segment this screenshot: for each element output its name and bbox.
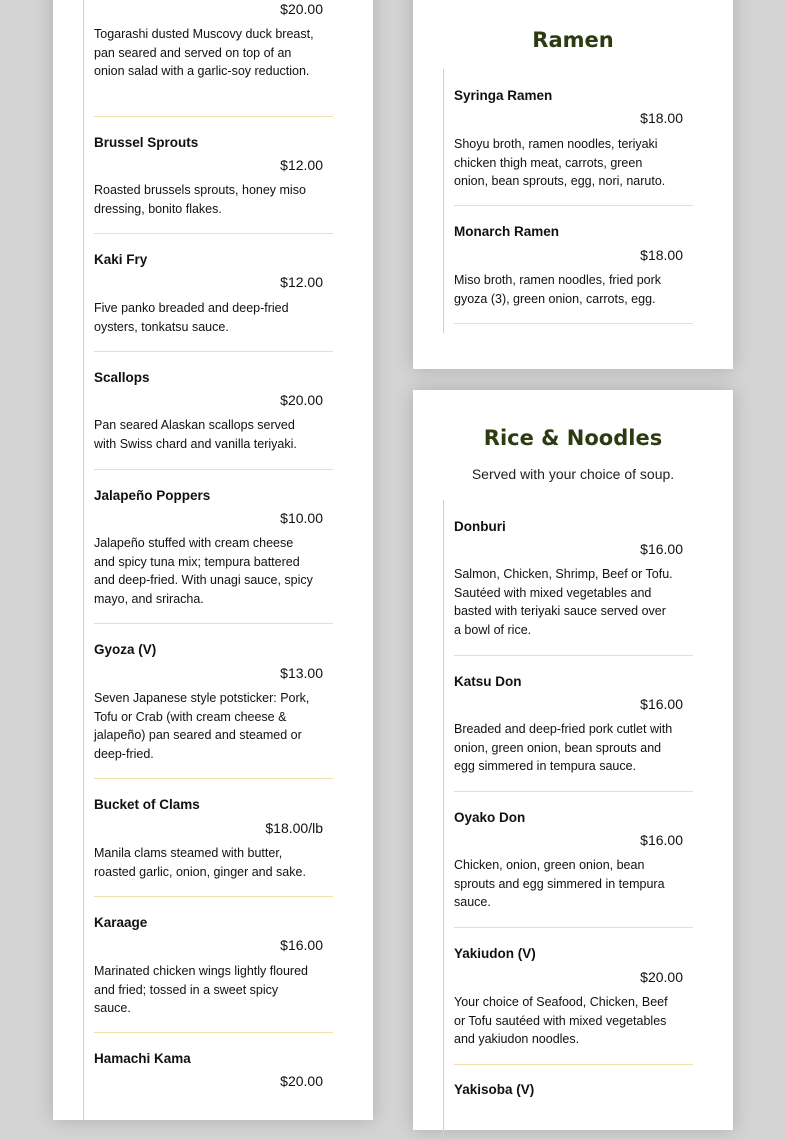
item-divider: [94, 116, 333, 117]
item-description: Marinated chicken wings lightly floured and fried; tossed in a sweet spicy sauce.: [94, 964, 308, 1016]
item-divider: [94, 623, 333, 624]
item-name: Kaki Fry: [94, 252, 148, 267]
item-price: $12.00: [280, 157, 323, 173]
item-description: Salmon, Chicken, Shrimp, Beef or Tofu. Sautéed with mixed vegetables and basted with teriyaki sauce served over a bowl of rice.: [454, 567, 673, 637]
item-price: $16.00: [640, 696, 683, 712]
accent-line: [443, 69, 444, 333]
item-divider: [454, 1064, 693, 1065]
item-divider: [454, 323, 693, 324]
menu-card-rice-noodles: [413, 390, 733, 1130]
section-subtitle: Served with your choice of soup.: [471, 466, 675, 482]
item-name: Karaage: [94, 915, 148, 930]
item-price: $20.00: [280, 1073, 323, 1089]
item-name: Brussel Sprouts: [94, 135, 199, 150]
item-name: Oyako Don: [454, 810, 526, 825]
item-price: $18.00: [640, 247, 683, 263]
item-description: Togarashi dusted Muscovy duck breast, pan seared and served on top of an onion salad with a garlic-soy reduction.: [94, 27, 314, 79]
item-price: $10.00: [280, 510, 323, 526]
item-description: Manila clams steamed with butter, roasted garlic, onion, ginger and sake.: [94, 846, 306, 879]
item-name: Donburi: [454, 519, 506, 534]
item-price: $12.00: [280, 274, 323, 290]
item-name: Bucket of Clams: [94, 797, 200, 812]
section-title: Ramen: [532, 28, 614, 52]
item-name: Syringa Ramen: [454, 88, 553, 103]
item-price: $16.00: [640, 541, 683, 557]
item-description: Your choice of Seafood, Chicken, Beef or Tofu sautéed with mixed vegetables and yakiudon noodles.: [454, 995, 668, 1047]
item-name: Scallops: [94, 370, 150, 385]
item-divider: [94, 896, 333, 897]
item-divider: [94, 351, 333, 352]
item-divider: [454, 791, 693, 792]
item-description: Shoyu broth, ramen noodles, teriyaki chicken thigh meat, carrots, green onion, bean sprouts, egg, nori, naruto.: [454, 137, 666, 189]
item-description: Five panko breaded and deep-fried oysters, tonkatsu sauce.: [94, 301, 289, 334]
item-price: $20.00: [640, 969, 683, 985]
menu-card-appetizers: [53, 0, 373, 1120]
item-description: Jalapeño stuffed with cream cheese and spicy tuna mix; tempura battered and deep-fried. With unagi sauce, spicy mayo, and sriracha.: [94, 536, 313, 606]
item-name: Monarch Ramen: [454, 224, 560, 239]
item-name: Hamachi Kama: [94, 1051, 191, 1066]
item-name: Gyoza (V): [94, 642, 157, 657]
item-divider: [94, 469, 333, 470]
item-description: Chicken, onion, green onion, bean sprouts and egg simmered in tempura sauce.: [454, 858, 665, 910]
item-description: Roasted brussels sprouts, honey miso dressing, bonito flakes.: [94, 183, 306, 216]
item-description: Seven Japanese style potsticker: Pork, Tofu or Crab (with cream cheese & jalapeño) pan seared and steamed or deep-fried.: [94, 691, 310, 761]
item-price: $18.00: [640, 110, 683, 126]
item-divider: [454, 655, 693, 656]
item-divider: [94, 233, 333, 234]
item-name: Yakisoba (V): [454, 1082, 535, 1097]
accent-line: [83, 0, 84, 1120]
item-divider: [454, 927, 693, 928]
item-divider: [454, 205, 693, 206]
item-price: $20.00: [280, 392, 323, 408]
item-divider: [94, 778, 333, 779]
item-name: Yakiudon (V): [454, 946, 536, 961]
item-price: $18.00/lb: [265, 820, 323, 836]
accent-line: [443, 500, 444, 1140]
item-description: Breaded and deep-fried pork cutlet with onion, green onion, bean sprouts and egg simmered in tempura sauce.: [454, 722, 673, 774]
item-price: $20.00: [280, 1, 323, 17]
item-price: $13.00: [280, 665, 323, 681]
menu-card-ramen: [413, 0, 733, 369]
item-description: Miso broth, ramen noodles, fried pork gyoza (3), green onion, carrots, egg.: [454, 273, 662, 306]
item-divider: [94, 1032, 333, 1033]
item-description: Pan seared Alaskan scallops served with Swiss chard and vanilla teriyaki.: [94, 418, 297, 451]
item-name: Jalapeño Poppers: [94, 488, 211, 503]
item-name: Katsu Don: [454, 674, 522, 689]
section-title: Rice & Noodles: [483, 426, 663, 450]
item-price: $16.00: [280, 937, 323, 953]
item-price: $16.00: [640, 832, 683, 848]
